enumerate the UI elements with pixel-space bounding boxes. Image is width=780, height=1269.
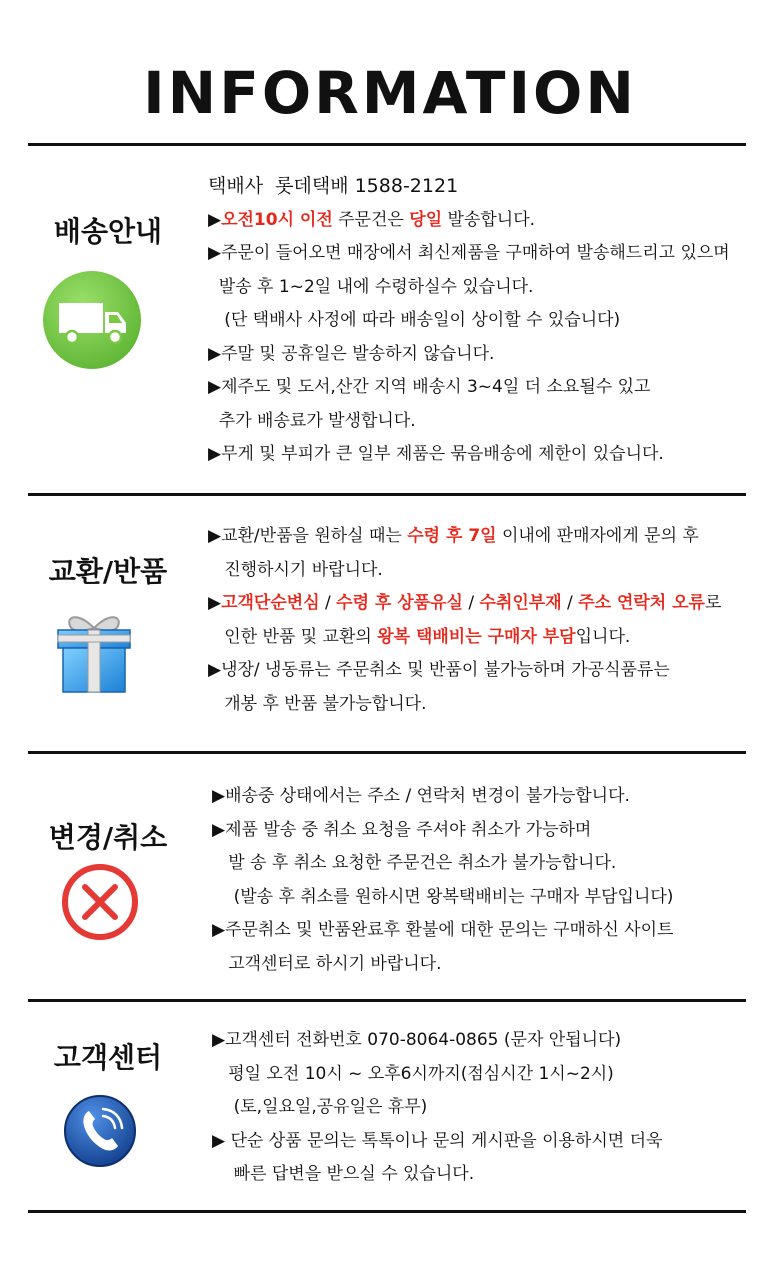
info-line — [212, 780, 673, 814]
info-text: ▶교환/반품을 원하실 때는 — [208, 526, 408, 546]
info-line — [208, 304, 730, 338]
gift-box-icon — [48, 606, 140, 702]
info-text: 인한 반품 및 교환의 — [208, 626, 378, 647]
info-text: 발송 후 1~2일 내에 수령하실수 있습니다. — [208, 276, 534, 297]
delivery-truck-icon — [42, 270, 142, 374]
info-text: 입니다. — [575, 626, 631, 647]
info-line — [212, 948, 673, 982]
info-line — [208, 654, 721, 688]
info-text: 개봉 후 반품 불가능합니다. — [208, 693, 427, 714]
info-line — [208, 237, 730, 271]
info-text: / — [561, 593, 579, 613]
info-text: ▶무게 및 부피가 큰 일부 제품은 묶음배송에 제한이 있습니다. — [208, 444, 664, 464]
exchange-info-lines — [208, 520, 721, 721]
cancel-heading-block — [28, 820, 188, 856]
info-line — [212, 1024, 662, 1058]
highlight-text: 고객단순변심 — [221, 593, 320, 613]
info-line — [208, 554, 721, 588]
shipping-heading-block — [28, 214, 188, 250]
info-text: ▶주문취소 및 반품완료후 환불에 대한 문의는 구매하신 사이트 — [212, 920, 674, 940]
phone-icon — [63, 1094, 137, 1172]
info-text: / — [319, 593, 337, 613]
info-text: ▶제품 발송 중 취소 요청을 주셔야 취소가 가능하며 — [212, 819, 592, 840]
page-title: INFORMATION — [143, 59, 637, 127]
info-text: ▶ 단순 상품 문의는 톡톡이나 문의 게시판을 이용하시면 더욱 — [212, 1130, 663, 1151]
info-line — [212, 881, 673, 915]
info-line — [208, 405, 730, 439]
customer-center-heading-block — [28, 1040, 188, 1076]
shipping-section — [28, 146, 746, 494]
info-line — [212, 1125, 662, 1159]
exchange-section — [28, 496, 746, 752]
info-text: 평일 오전 10시 ~ 오후6시까지(점심시간 1시~2시) — [212, 1063, 614, 1084]
highlight-text: 당일 — [409, 209, 443, 230]
info-line — [212, 847, 673, 881]
info-text: ▶ — [208, 209, 222, 230]
info-line — [208, 170, 730, 204]
info-text: ▶냉장/ 냉동류는 주문취소 및 반품이 불가능하며 가공식품류는 — [208, 660, 670, 680]
info-text: 발 송 후 취소 요청한 주문건은 취소가 불가능합니다. — [212, 853, 617, 873]
customer-center-section — [28, 1002, 746, 1210]
info-text: 택배사 롯데택배 1588-2121 — [208, 175, 459, 197]
info-line — [208, 371, 730, 405]
info-text: (발송 후 취소를 원하시면 왕복택배비는 구매자 부담입니다) — [212, 886, 674, 907]
highlight-text: 왕복 택배비는 구매자 부담 — [377, 626, 576, 647]
section-heading: 변경/취소 — [48, 821, 168, 854]
info-text: ▶주말 및 공휴일은 발송하지 않습니다. — [208, 343, 495, 364]
exchange-heading-block — [28, 554, 188, 590]
highlight-text: 수령 후 7일 — [407, 526, 497, 546]
info-line — [208, 271, 730, 305]
info-text: 주문건은 — [332, 209, 410, 230]
info-text: ▶제주도 및 도서,산간 지역 배송시 3~4일 더 소요될수 있고 — [208, 377, 651, 397]
info-text: 이내에 판매자에게 문의 후 — [496, 526, 699, 546]
highlight-text: 오전10시 이전 — [221, 209, 333, 230]
info-text: ▶고객센터 전화번호 070-8064-0865 (문자 안됩니다) — [212, 1030, 622, 1050]
info-text: 발송합니다. — [442, 209, 536, 230]
info-line — [212, 1158, 662, 1192]
section-heading: 교환/반품 — [48, 555, 168, 588]
info-line — [212, 814, 673, 848]
info-line — [212, 914, 673, 948]
highlight-text: 수취인부재 — [479, 593, 562, 613]
info-text: ▶배송중 상태에서는 주소 / 연락처 변경이 불가능합니다. — [212, 786, 630, 806]
highlight-text: 주소 연락처 오류 — [578, 593, 705, 613]
customer-center-info-lines — [212, 1024, 662, 1192]
info-line — [212, 1091, 662, 1125]
cancel-section — [28, 754, 746, 1000]
info-line — [208, 520, 721, 554]
info-text: 빠른 답변을 받으실 수 있습니다. — [212, 1164, 475, 1184]
section-heading: 배송안내 — [53, 215, 163, 248]
divider — [28, 1210, 746, 1213]
info-line — [212, 1058, 662, 1092]
info-text: 진행하시기 바랍니다. — [208, 559, 383, 580]
info-text: 추가 배송료가 발생합니다. — [208, 410, 416, 431]
cancel-info-lines — [212, 780, 673, 981]
info-line — [208, 338, 730, 372]
info-line — [208, 438, 730, 472]
info-line — [208, 688, 721, 722]
info-text: (토,일요일,공유일은 휴무) — [212, 1097, 428, 1117]
info-line — [208, 204, 730, 238]
info-text: ▶주문이 들어오면 매장에서 최신제품을 구매하여 발송해드리고 있으며 — [208, 243, 730, 263]
section-heading: 고객센터 — [53, 1041, 163, 1074]
shipping-info-lines — [208, 170, 730, 472]
info-text: 로 — [704, 593, 722, 613]
info-text: / — [462, 593, 480, 613]
info-line — [208, 621, 721, 655]
highlight-text: 수령 후 상품유실 — [336, 593, 463, 613]
info-text: (단 택배사 사정에 따라 배송일이 상이할 수 있습니다) — [208, 310, 621, 330]
info-text: 고객센터로 하시기 바랍니다. — [212, 953, 442, 974]
info-line — [208, 587, 721, 621]
info-text: ▶ — [208, 593, 222, 613]
cancel-x-icon — [60, 862, 140, 946]
